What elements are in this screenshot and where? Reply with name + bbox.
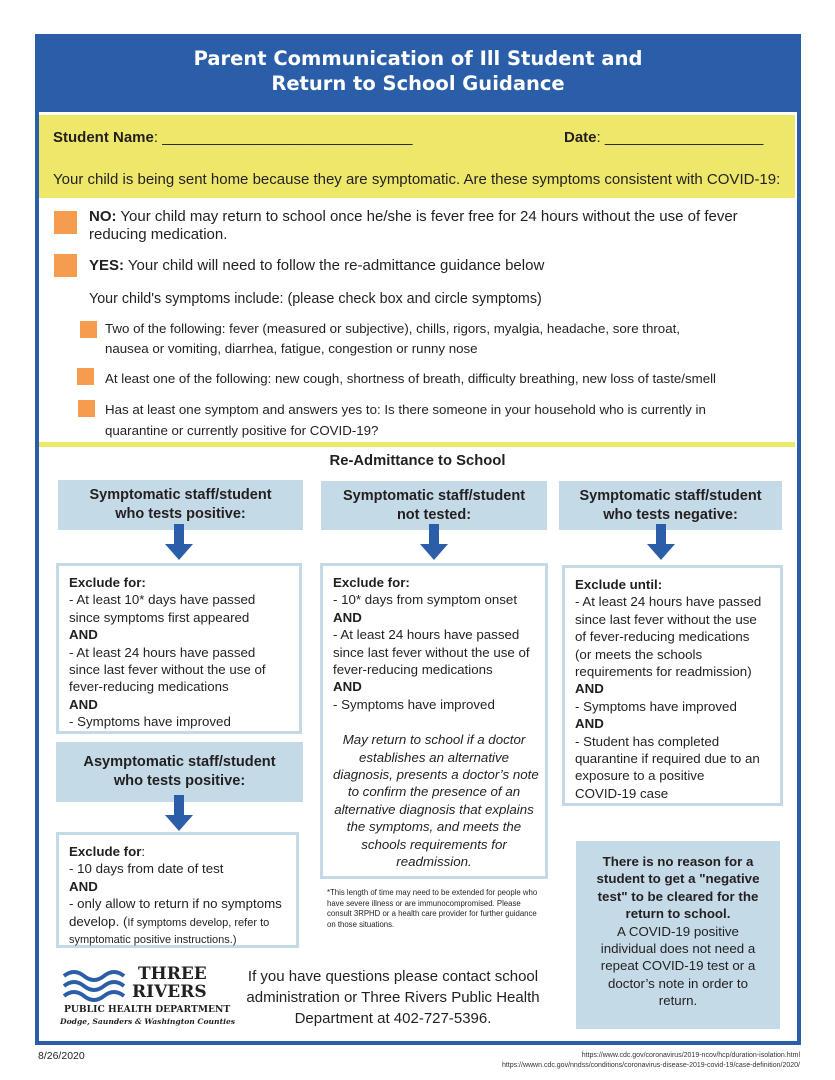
negative-bold [576, 853, 780, 923]
footer-urls [502, 1051, 800, 1071]
col2-line-6: fever-reducing medications [333, 662, 493, 678]
negative-text-line-2: individual does not need a [600, 941, 756, 957]
contact-info [238, 966, 548, 1029]
col2-header-line-2: not tested: [396, 506, 472, 523]
readmit-heading: Re-Admittance to School [329, 453, 506, 469]
logo-dept: PUBLIC HEALTH DEPARTMENT [64, 1004, 231, 1015]
col3-line-7: AND [575, 681, 604, 697]
col2-italic-line-3: diagnosis, presents a doctor’s note [333, 767, 539, 783]
negative-text-line-5: return. [658, 993, 698, 1009]
col2-italic-line-5: alternative diagnosis that explains [334, 801, 534, 817]
date-field[interactable] [564, 129, 763, 146]
section-divider [39, 442, 795, 447]
col1-line-6: since last fever without the use of [69, 662, 266, 678]
contact-line-3: Department at 402-727-5396. [294, 1010, 492, 1027]
col1b-line-2: - 10 days from date of test [69, 861, 224, 877]
contact-line-2: administration or Three Rivers Public Health [246, 989, 540, 1006]
col3-line-9: AND [575, 716, 604, 732]
symptom-1-checkbox[interactable] [80, 321, 97, 338]
col1b-line-1 [69, 843, 286, 860]
col1b-exclude-label: Exclude for [69, 844, 142, 859]
no-checkbox[interactable] [54, 211, 77, 234]
logo-three: THREE [138, 964, 207, 984]
arrow-down-icon [165, 795, 193, 833]
symptom-1-line-2: nausea or vomiting, diarrhea, fatigue, congestion or runny nose [105, 341, 478, 356]
col1b-header-line-2: who tests positive: [113, 773, 246, 789]
col1b-line-3: AND [69, 878, 98, 894]
col1b-line-5a: develop. ( [69, 913, 128, 929]
url-case-definition[interactable]: https://wwwn.cdc.gov/nndss/conditions/coronavirus-disease-2019-covid-19/case-definition/2020/ [501, 1062, 800, 1069]
col2-italic [333, 731, 539, 870]
negative-text-line-4: doctor’s note in order to [608, 975, 748, 991]
form-header [39, 115, 795, 198]
col2-header-line-1: Symptomatic staff/student [342, 487, 526, 504]
no-text: Your child may return to school once he/she is fever free for 24 hours without the use of fever [116, 208, 738, 225]
col3-line-3: since last fever without the use [575, 611, 757, 627]
symptom-1-line-1: Two of the following: fever (measured or subjective), chills, rigors, myalgia, headache, sore throat, [105, 321, 680, 336]
col1-box [56, 563, 302, 734]
col1-header [58, 480, 303, 530]
col2-line-8: - Symptoms have improved [333, 696, 495, 712]
col3-line-6: requirements for readmission) [575, 664, 752, 680]
col2-line-1: Exclude for: [333, 575, 410, 590]
symptoms-intro: Your child's symptoms include: (please check box and circle symptoms) [89, 291, 542, 307]
negative-bold-line-2: student to get a "negative [596, 871, 760, 887]
col3-header-line-1: Symptomatic staff/student [579, 487, 762, 504]
symptom-3-line-2: quarantine or currently positive for COVID-19? [105, 423, 379, 438]
col1b-header-line-1: Asymptomatic staff/student [83, 754, 276, 770]
col1-line-8: AND [69, 696, 98, 712]
col2-line-2: - 10* days from symptom onset [333, 592, 518, 608]
col3-box [562, 565, 783, 806]
date-blank[interactable]: : ___________________ [596, 129, 764, 146]
negative-text-line-1: A COVID-19 positive [617, 923, 739, 939]
col1-line-2: - At least 10* days have passed [69, 592, 256, 608]
arrow-down-icon [420, 524, 448, 562]
negative-bold-line-1: There is no reason for a [602, 854, 754, 869]
col2-lines [333, 574, 535, 713]
col1-line-7: fever-reducing medications [69, 679, 229, 695]
title-line-2: Return to School Guidance [271, 72, 565, 95]
arrow-down-icon [165, 524, 193, 562]
negative-test-box [576, 841, 780, 1029]
symptom-2: At least one of the following: new cough, shortness of breath, difficulty breathing, new loss of taste/smell [105, 371, 717, 386]
negative-text-line-3: repeat COVID-19 test or a [600, 958, 756, 974]
col3-line-2: - At least 24 hours have passed [575, 594, 762, 610]
symptom-2-checkbox[interactable] [77, 368, 94, 385]
col1b-line-5b: If symptoms develop, refer to [127, 916, 270, 929]
page-title [35, 46, 801, 96]
col1-line-1: Exclude for: [69, 575, 146, 590]
col3-line-5: (or meets the schools [575, 646, 703, 662]
arrow-down-icon [647, 524, 675, 562]
col2-header [321, 481, 547, 530]
no-option-line-2: reducing medication. [89, 226, 228, 243]
col1b-line-5 [69, 913, 286, 932]
col2-line-5: since last fever without the use of [333, 644, 530, 660]
col3-line-13: COVID-19 case [575, 785, 669, 801]
yes-text: Your child will need to follow the re-admittance guidance below [124, 257, 545, 274]
intro-text: Your child is being sent home because they are symptomatic. Are these symptoms consistent with COVID-19: [53, 171, 781, 188]
col2-italic-line-4: to confirm the presence of an [347, 784, 521, 800]
col2-line-7: AND [333, 679, 362, 695]
student-name-label: Student Name [53, 129, 154, 146]
col2-italic-line-8: readmission. [396, 854, 472, 870]
col1-line-4: AND [69, 627, 98, 643]
col1-header-line-1: Symptomatic staff/student [89, 487, 272, 503]
contact-line-1: If you have questions please contact school [247, 968, 539, 985]
title-line-1: Parent Communication of Ill Student and [193, 47, 643, 70]
date-label: Date [564, 129, 597, 146]
col3-line-8: - Symptoms have improved [575, 698, 737, 714]
url-duration-isolation[interactable]: https://www.cdc.gov/coronavirus/2019-ncov/hcp/duration-isolation.html [581, 1052, 800, 1059]
col3-line-10: - Student has completed [575, 733, 720, 749]
col1-line-9: - Symptoms have improved [69, 714, 231, 730]
col3-line-12: exposure to a positive [575, 768, 705, 784]
footnote: *This length of time may need to be extended for people who have severe illness or are immunocompromised. Please consult 3RPHD or a health care provider for further guidance on those situations. [327, 888, 538, 929]
three-rivers-logo [58, 964, 236, 1032]
col1b-header [56, 742, 303, 802]
col1-header-line-2: who tests positive: [115, 506, 246, 522]
student-name-blank[interactable]: : ______________________________ [153, 129, 413, 146]
col2-italic-line-6: the symptoms, and meets the [346, 819, 522, 835]
col2-italic-line-1: May return to school if a doctor [342, 732, 526, 748]
no-option-line-1 [89, 207, 738, 226]
col3-header-line-2: who tests negative: [603, 506, 738, 523]
col1b-line-6: symptomatic positive instructions.) [69, 934, 237, 947]
footer-date: 8/26/2020 [38, 1050, 85, 1062]
negative-bold-line-3: test" to be cleared for the [597, 888, 759, 904]
symptom-3-line-1: Has at least one symptom and answers yes to: Is there someone in your household who is currently in [105, 402, 706, 417]
col1-line-3: since symptoms first appeared [69, 609, 250, 625]
symptom-3-checkbox[interactable] [78, 400, 95, 417]
logo-rivers: RIVERS [132, 982, 207, 1002]
negative-bold-line-4: return to school. [625, 906, 731, 922]
col3-line-11: quarantine if required due to an [575, 751, 760, 767]
yes-label: YES: [89, 257, 125, 274]
negative-text [576, 923, 780, 1010]
col2-italic-line-7: schools requirements for [361, 836, 507, 852]
no-label: NO: [89, 208, 117, 225]
yes-option [89, 256, 544, 275]
col2-italic-line-2: establishes an alternative [358, 749, 510, 765]
col2-line-4: - At least 24 hours have passed [333, 627, 520, 643]
col1b-line-4: - only allow to return if no symptoms [69, 896, 282, 912]
student-name-field[interactable] [53, 129, 412, 146]
logo-counties: Dodge, Saunders & Washington Counties [60, 1017, 236, 1026]
col3-line-4: of fever-reducing medications [575, 629, 750, 645]
col1b-colon: : [141, 844, 146, 859]
col3-line-1: Exclude until: [575, 577, 663, 592]
col2-box [320, 563, 548, 879]
col1-line-5: - At least 24 hours have passed [69, 644, 256, 660]
yes-checkbox[interactable] [54, 254, 77, 277]
col2-line-3: AND [333, 609, 362, 625]
col3-header [559, 481, 782, 530]
waves-icon [62, 968, 132, 1004]
col1b-box [56, 832, 299, 948]
